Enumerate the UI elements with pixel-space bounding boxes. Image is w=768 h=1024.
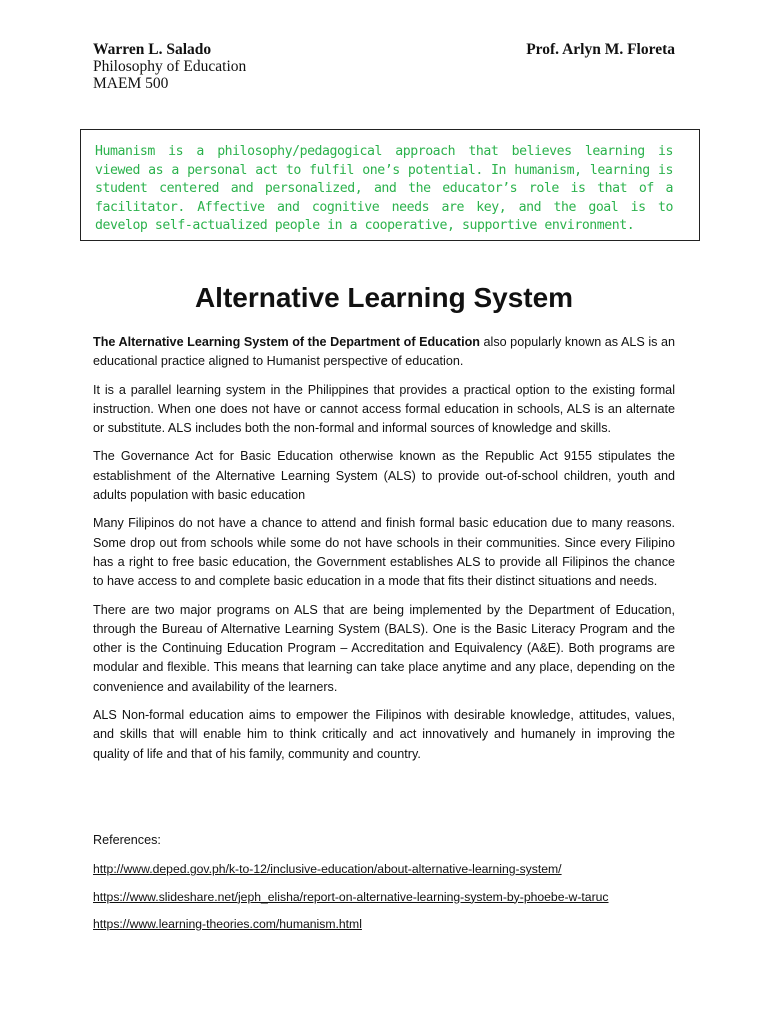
reference-link-learning-theories[interactable]: https://www.learning-theories.com/humanism.html (93, 916, 362, 931)
article-body (93, 333, 675, 773)
references-label: References: (93, 833, 161, 847)
paragraph-governance-act: The Governance Act for Basic Education otherwise known as the Republic Act 9155 stipulates the establishment of the Alternative Learning System (ALS) to provide out-of-school children, youth and adults population with basic education (93, 449, 675, 503)
paragraph-intro-rest: also popularly known as ALS is an educational practice aligned to Humanist perspective of education. (93, 335, 675, 369)
humanism-callout-box (80, 129, 700, 241)
reference-item (93, 888, 693, 907)
paragraph-filipinos: Many Filipinos do not have a chance to attend and finish formal basic education due to many reasons. Some drop out from schools while some do not have schools in their communities. Since every Filipino has a right to free basic education, the Government establishes ALS to provide all Filipinos the chance to have access to and complete basic education in a mode that fits their distinct situations and needs. (93, 516, 675, 589)
paragraph-intro (93, 333, 675, 372)
paragraph-intro-lead: The Alternative Learning System of the Department of Education (93, 335, 480, 349)
paragraph-parallel-system: It is a parallel learning system in the Philippines that provides a practical option to the existing formal instruction. When one does not have or cannot access formal education in schools, ALS is an alternate or substitute. ALS includes both the non-formal and informal sources of knowledge and skills. (93, 382, 675, 436)
document-header (93, 41, 675, 92)
reference-link-deped[interactable]: http://www.deped.gov.ph/k-to-12/inclusive-education/about-alternative-learning-system/ (93, 862, 562, 877)
professor-name: Prof. Arlyn M. Floreta (526, 41, 675, 58)
paragraph-programs: There are two major programs on ALS that are being implemented by the Department of Education, through the Bureau of Alternative Learning System (BALS). One is the Basic Literacy Program and the other is the Continuing Education Program – Accreditation and Equivalency (A&E). Both programs are modular and flexible. This means that learning can take place anytime and any place, depending on the convenience and availability of the learners. (93, 602, 675, 694)
course-code: MAEM 500 (93, 75, 169, 92)
reference-item (93, 860, 693, 879)
course-name: Philosophy of Education (93, 58, 247, 75)
references-list (93, 860, 693, 934)
reference-link-slideshare[interactable]: https://www.slideshare.net/jeph_elisha/report-on-alternative-learning-system-by-phoebe-w-taruc (93, 889, 609, 904)
paragraph-non-formal: ALS Non-formal education aims to empower the Filipinos with desirable knowledge, attitudes, values, and skills that will enable him to think critically and act innovatively and humanely in improving the quality of life and that of his family, community and country. (93, 708, 675, 761)
header-row-names (93, 41, 675, 58)
reference-item (93, 915, 693, 934)
references-section (93, 831, 693, 942)
humanism-definition: Humanism is a philosophy/pedagogical approach that believes learning is viewed as a personal act to fulfil one’s potential. In humanism, learning is student centered and personalized, and the educator’s role is that of a facilitator. Affective and cognitive needs are key, and the goal is to develop self-actualized people in a cooperative, supportive environment. (95, 144, 673, 233)
page-title: Alternative Learning System (194, 282, 574, 313)
author-name: Warren L. Salado (93, 41, 212, 58)
